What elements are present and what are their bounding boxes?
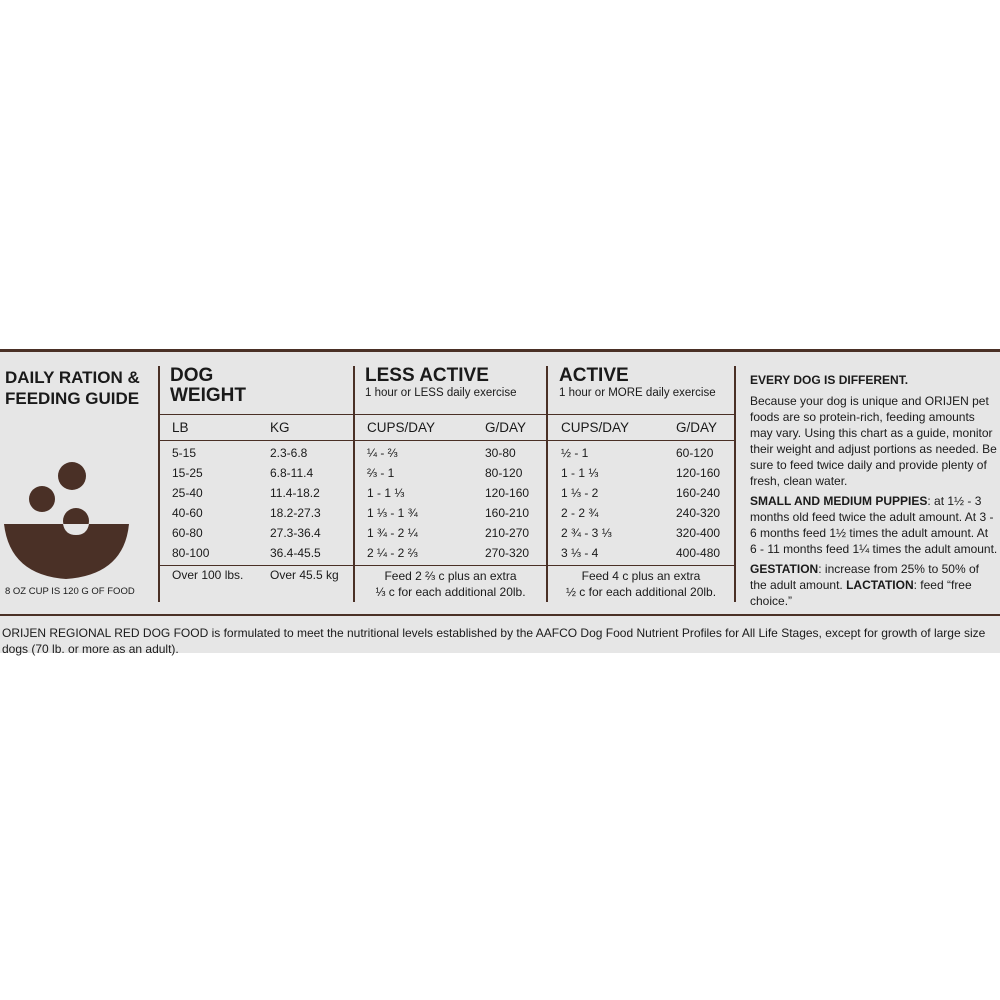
column-divider: [546, 366, 548, 602]
lb-cell: 5-15: [172, 446, 197, 460]
column-header-rule: [548, 440, 734, 441]
bowl-shape-icon: [4, 524, 129, 579]
dog-weight-title-line-1: DOG: [170, 365, 214, 386]
col-header-lb: LB: [172, 420, 189, 435]
kg-cell: 11.4-18.2: [270, 486, 320, 500]
cups-cell: 2 ¼ - 2 ⅔: [367, 546, 418, 560]
g-cell: 240-320: [676, 506, 721, 520]
cups-cell: ½ - 1: [561, 446, 589, 460]
col-header-cups: CUPS/DAY: [561, 420, 630, 435]
col-header-g: G/DAY: [676, 420, 718, 435]
g-cell: 80-120: [485, 466, 523, 480]
column-divider: [734, 366, 736, 602]
guide-title-line-2: FEEDING GUIDE: [5, 389, 140, 408]
less-active-footer-line-2: ⅓ c for each additional 20lb.: [375, 585, 526, 599]
header-rule: [548, 414, 734, 415]
less-active-footer-line-1: Feed 2 ⅔ c plus an extra: [384, 569, 517, 583]
active-footer-line-1: Feed 4 c plus an extra: [581, 569, 701, 583]
less-active-subtitle: 1 hour or LESS daily exercise: [365, 387, 517, 399]
kibble-piece-icon: [29, 486, 55, 512]
puppies-text: : at 1½ - 3 months old feed twice the adult amount. At 3 - 6 months feed 1½ times the adult amount. At 6 - 11 months feed 1¼ times the adult amount.: [750, 494, 998, 556]
column-divider: [353, 366, 355, 602]
g-cell: 120-160: [485, 486, 530, 500]
lb-cell: 60-80: [172, 526, 203, 540]
gestation-text: : increase from 25% to 50% of the adult amount.: [750, 562, 979, 592]
header-rule: [355, 414, 546, 415]
sidebar: [750, 372, 998, 609]
cups-cell: 2 - 2 ¾: [561, 506, 599, 520]
g-cell: 30-80: [485, 446, 516, 460]
kg-cell: 18.2-27.3: [270, 506, 321, 520]
cups-cell: 1 ¾ - 2 ¼: [367, 526, 418, 540]
body-rule: [160, 565, 353, 566]
puppies-note: [750, 493, 998, 557]
over-lb: Over 100 lbs.: [172, 568, 244, 582]
over-kg: Over 45.5 kg: [270, 568, 339, 582]
top-rule: [0, 349, 1000, 352]
active-title: ACTIVE: [559, 365, 629, 386]
lactation-label: LACTATION: [846, 578, 914, 592]
active-footer-line-2: ½ c for each additional 20lb.: [565, 585, 717, 599]
g-cell: 210-270: [485, 526, 530, 540]
cups-cell: 1 - 1 ⅓: [367, 486, 405, 500]
sidebar-paragraph: Because your dog is unique and ORIJEN pet foods are so protein-rich, feeding amounts may vary. Using this chart as a guide, monitor their weight and adjust portions as needed. Be sure to feed twice daily and provide plenty of fresh, clean water.: [750, 394, 997, 488]
cups-cell: 2 ¾ - 3 ⅓: [561, 526, 612, 540]
column-header-rule: [160, 440, 353, 441]
cup-note: 8 OZ CUP IS 120 G OF FOOD: [5, 586, 135, 597]
sidebar-heading: EVERY DOG IS DIFFERENT.: [750, 373, 909, 387]
kg-cell: 27.3-36.4: [270, 526, 321, 540]
active-subtitle: 1 hour or MORE daily exercise: [559, 387, 716, 399]
puppies-label: SMALL AND MEDIUM PUPPIES: [750, 494, 928, 508]
cups-cell: 1 ⅓ - 2: [561, 486, 599, 500]
kg-cell: 36.4-45.5: [270, 546, 321, 560]
kibble-piece-icon: [58, 462, 86, 490]
lactation-text: : feed “free choice.”: [750, 578, 972, 608]
col-header-kg: KG: [270, 420, 290, 435]
gestation-label: GESTATION: [750, 562, 819, 576]
gestation-note: [750, 561, 998, 609]
cups-cell: ¼ - ⅔: [367, 446, 398, 460]
g-cell: 160-240: [676, 486, 721, 500]
lb-cell: 80-100: [172, 546, 210, 560]
dog-weight-title-line-2: WEIGHT: [170, 385, 246, 406]
bottom-rule: [0, 614, 1000, 616]
food-bowl-icon: [0, 455, 135, 585]
lb-cell: 15-25: [172, 466, 203, 480]
cups-cell: 3 ⅓ - 4: [561, 546, 599, 560]
g-cell: 270-320: [485, 546, 530, 560]
body-rule: [548, 565, 734, 566]
column-divider: [158, 366, 160, 602]
lb-cell: 25-40: [172, 486, 203, 500]
aafco-statement: ORIJEN REGIONAL RED DOG FOOD is formulated to meet the nutritional levels established by the AAFCO Dog Food Nutrient Profiles for All Life Stages, except for growth of large size dogs (70 lb. or more as an adult).: [2, 626, 986, 656]
col-header-cups: CUPS/DAY: [367, 420, 436, 435]
g-cell: 320-400: [676, 526, 721, 540]
cups-cell: 1 ⅓ - 1 ¾: [367, 506, 418, 520]
guide-title-line-1: DAILY RATION &: [5, 368, 140, 387]
kg-cell: 6.8-11.4: [270, 466, 314, 480]
g-cell: 160-210: [485, 506, 530, 520]
g-cell: 400-480: [676, 546, 721, 560]
lb-cell: 40-60: [172, 506, 203, 520]
column-header-rule: [355, 440, 546, 441]
header-rule: [160, 414, 353, 415]
less-active-title: LESS ACTIVE: [365, 365, 489, 386]
cups-cell: 1 - 1 ⅓: [561, 466, 599, 480]
g-cell: 120-160: [676, 466, 721, 480]
kg-cell: 2.3-6.8: [270, 446, 308, 460]
cups-cell: ⅔ - 1: [367, 466, 395, 480]
g-cell: 60-120: [676, 446, 714, 460]
col-header-g: G/DAY: [485, 420, 527, 435]
body-rule: [355, 565, 546, 566]
